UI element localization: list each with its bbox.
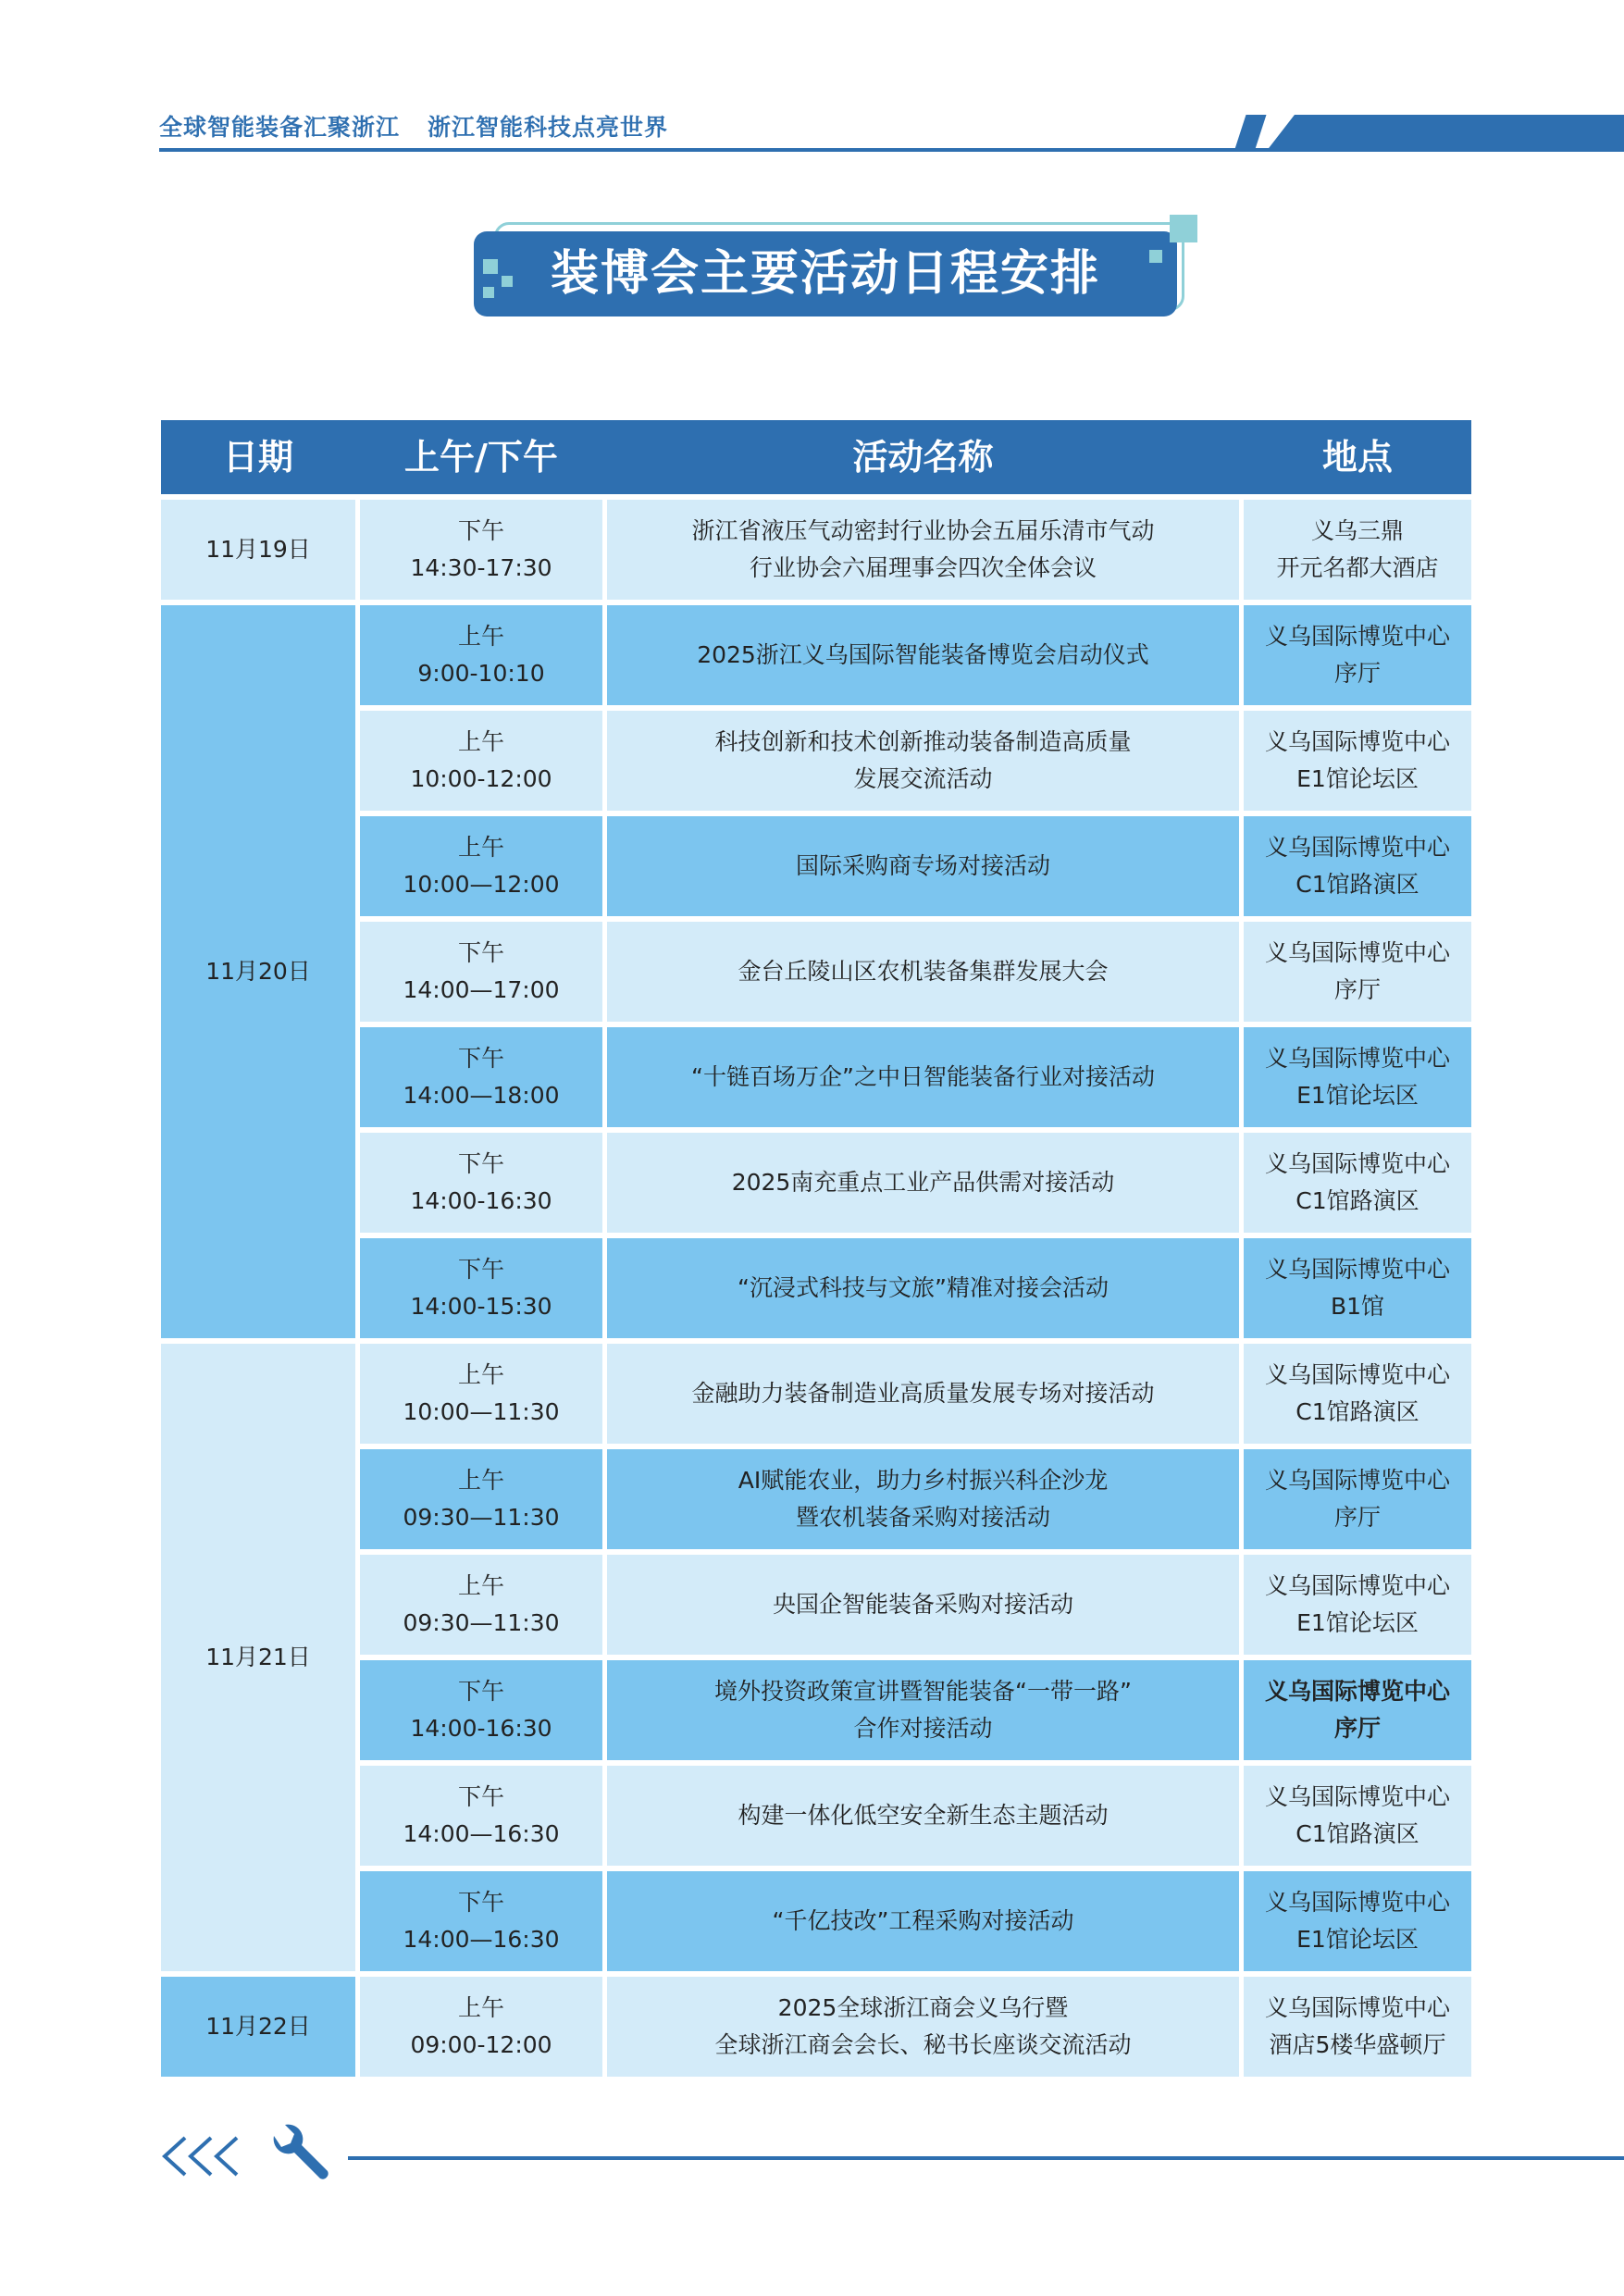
- venue-line: 义乌国际博览中心: [1264, 1994, 1450, 2021]
- time-range: 10:00—11:30: [403, 1398, 560, 1425]
- time-range: 09:00-12:00: [410, 2031, 552, 2058]
- activity-cell: [607, 1449, 1239, 1549]
- activity-line: AI赋能农业，助力乡村振兴科企沙龙: [738, 1467, 1109, 1494]
- activity-cell: [607, 1027, 1239, 1127]
- time-range: 14:00-16:30: [410, 1715, 552, 1742]
- period-label: 下午: [457, 1783, 504, 1810]
- time-range: 9:00-10:10: [417, 660, 545, 687]
- header-slogan-right: 浙江智能科技点亮世界: [428, 114, 669, 141]
- time-cell: [360, 1766, 602, 1866]
- activity-line: 合作对接活动: [853, 1715, 993, 1742]
- venue-line: 义乌国际博览中心: [1264, 1361, 1450, 1388]
- time-range: 14:00—16:30: [403, 1926, 560, 1953]
- activity-line: 2025浙江义乌国际智能装备博览会启动仪式: [697, 641, 1149, 668]
- venue-cell: [1244, 1449, 1471, 1549]
- time-range: 14:00—16:30: [403, 1820, 560, 1847]
- venue-cell: [1244, 500, 1471, 600]
- time-cell: [360, 1871, 602, 1971]
- time-cell: [360, 711, 602, 811]
- venue-line: 义乌国际博览中心: [1264, 1045, 1450, 1072]
- venue-line: 义乌国际博览中心: [1264, 1150, 1450, 1177]
- activity-cell: [607, 1871, 1239, 1971]
- venue-cell: [1244, 922, 1471, 1022]
- period-label: 上午: [457, 1994, 504, 2021]
- activity-line: “十链百场万企”之中日智能装备行业对接活动: [691, 1063, 1155, 1090]
- venue-cell: [1244, 1660, 1471, 1760]
- time-cell: [360, 1027, 602, 1127]
- time-cell: [360, 500, 602, 600]
- venue-line: E1馆论坛区: [1296, 1082, 1419, 1109]
- venue-cell: [1244, 816, 1471, 916]
- time-cell: [360, 1238, 602, 1338]
- activity-cell: [607, 1133, 1239, 1233]
- wrench-icon: [265, 2123, 331, 2190]
- venue-line: 序厅: [1333, 660, 1381, 687]
- venue-line: C1馆路演区: [1295, 1820, 1419, 1847]
- time-range: 09:30—11:30: [403, 1504, 560, 1531]
- activity-cell: [607, 922, 1239, 1022]
- decor-square: [483, 287, 494, 298]
- time-cell: [360, 1133, 602, 1233]
- decor-square: [483, 259, 498, 274]
- venue-cell: [1244, 1027, 1471, 1127]
- period-label: 上午: [457, 623, 504, 650]
- date-cell: 11月22日: [161, 1977, 355, 2077]
- venue-line: 义乌国际博览中心: [1264, 728, 1450, 755]
- venue-cell: [1244, 1555, 1471, 1655]
- venue-line: 义乌国际博览中心: [1264, 623, 1450, 650]
- activity-cell: [607, 1555, 1239, 1655]
- time-cell: [360, 1344, 602, 1444]
- time-range: 14:00-15:30: [410, 1293, 552, 1320]
- venue-line: 序厅: [1333, 1715, 1381, 1742]
- activity-cell: [607, 711, 1239, 811]
- activity-line: 行业协会六届理事会四次全体会议: [749, 554, 1097, 581]
- venue-cell: [1244, 711, 1471, 811]
- period-label: 下午: [457, 939, 504, 966]
- time-cell: [360, 922, 602, 1022]
- venue-line: 义乌国际博览中心: [1264, 1783, 1450, 1810]
- activity-cell: [607, 816, 1239, 916]
- time-range: 14:00-16:30: [410, 1187, 552, 1214]
- venue-line: 义乌国际博览中心: [1264, 1467, 1450, 1494]
- time-range: 09:30—11:30: [403, 1609, 560, 1636]
- venue-line: 开元名都大酒店: [1276, 554, 1439, 581]
- activity-line: 2025南充重点工业产品供需对接活动: [731, 1169, 1115, 1196]
- period-label: 上午: [457, 728, 504, 755]
- time-cell: [360, 1555, 602, 1655]
- period-label: 下午: [457, 1678, 504, 1705]
- column-header-venue: 地点: [1321, 437, 1393, 478]
- date-cell: 11月19日: [161, 500, 355, 600]
- period-label: 上午: [457, 1467, 504, 1494]
- decor-square: [1149, 250, 1162, 263]
- date-cell: 11月21日: [161, 1344, 355, 1971]
- time-cell: [360, 1449, 602, 1549]
- activity-cell: [607, 1977, 1239, 2077]
- title-banner: [474, 222, 1177, 315]
- activity-line: 2025全球浙江商会义乌行暨: [777, 1994, 1069, 2021]
- activity-line: 科技创新和技术创新推动装备制造高质量: [714, 728, 1132, 755]
- footer-rule: [348, 2156, 1624, 2160]
- decor-square: [502, 276, 513, 287]
- activity-cell: [607, 1238, 1239, 1338]
- date-cell: 11月20日: [161, 605, 355, 1338]
- table-header: [161, 420, 1471, 494]
- venue-cell: [1244, 1133, 1471, 1233]
- header-rule: [159, 148, 1624, 152]
- time-cell: [360, 1977, 602, 2077]
- activity-line: 发展交流活动: [853, 765, 993, 792]
- venue-line: 义乌国际博览中心: [1264, 1889, 1450, 1916]
- activity-cell: [607, 1344, 1239, 1444]
- activity-line: 境外投资政策宣讲暨智能装备“一带一路”: [714, 1678, 1132, 1705]
- time-range: 14:30-17:30: [410, 554, 552, 581]
- decor-square: [1170, 215, 1197, 242]
- venue-line: 义乌国际博览中心: [1264, 1678, 1450, 1705]
- time-range: 14:00—17:00: [403, 976, 560, 1003]
- activity-line: 金融助力装备制造业高质量发展专场对接活动: [691, 1380, 1155, 1407]
- time-cell: [360, 816, 602, 916]
- time-range: 14:00—18:00: [403, 1082, 560, 1109]
- venue-line: 序厅: [1333, 1504, 1381, 1531]
- activity-line: 国际采购商专场对接活动: [795, 852, 1050, 879]
- venue-line: 义乌国际博览中心: [1264, 1256, 1450, 1283]
- activity-cell: [607, 1766, 1239, 1866]
- activity-cell: [607, 1660, 1239, 1760]
- period-label: 下午: [457, 1889, 504, 1916]
- period-label: 下午: [457, 1150, 504, 1177]
- header-accent-slash: [1234, 115, 1267, 152]
- time-cell: [360, 1660, 602, 1760]
- activity-cell: [607, 500, 1239, 600]
- period-label: 下午: [457, 517, 504, 544]
- chevrons-left-icon: [157, 2134, 241, 2178]
- activity-line: “千亿技改”工程采购对接活动: [772, 1907, 1074, 1934]
- activity-line: 浙江省液压气动密封行业协会五届乐清市气动: [691, 517, 1155, 544]
- venue-cell: [1244, 1977, 1471, 2077]
- time-range: 10:00—12:00: [403, 871, 560, 898]
- venue-line: C1馆路演区: [1295, 1398, 1419, 1425]
- venue-line: 序厅: [1333, 976, 1381, 1003]
- venue-cell: [1244, 1238, 1471, 1338]
- activity-line: 全球浙江商会会长、秘书长座谈交流活动: [714, 2031, 1132, 2058]
- column-header-period: 上午/下午: [404, 437, 558, 478]
- venue-line: E1馆论坛区: [1296, 765, 1419, 792]
- period-label: 下午: [457, 1045, 504, 1072]
- venue-line: B1馆: [1330, 1293, 1385, 1320]
- period-label: 上午: [457, 1361, 504, 1388]
- venue-line: E1馆论坛区: [1296, 1609, 1419, 1636]
- time-cell: [360, 605, 602, 705]
- venue-line: C1馆路演区: [1295, 871, 1419, 898]
- header-accent-bar: [1266, 115, 1624, 152]
- venue-line: 酒店5楼华盛顿厅: [1269, 2031, 1446, 2058]
- time-range: 10:00-12:00: [410, 765, 552, 792]
- period-label: 上午: [457, 1572, 504, 1599]
- venue-cell: [1244, 1871, 1471, 1971]
- column-header-activity: 活动名称: [852, 437, 994, 478]
- period-label: 下午: [457, 1256, 504, 1283]
- activity-line: 暨农机装备采购对接活动: [795, 1504, 1050, 1531]
- activity-line: “沉浸式科技与文旅”精准对接会活动: [738, 1274, 1109, 1301]
- header-slogan: [159, 109, 668, 143]
- venue-line: 义乌国际博览中心: [1264, 1572, 1450, 1599]
- venue-line: 义乌国际博览中心: [1264, 834, 1450, 861]
- activity-line: 金台丘陵山区农机装备集群发展大会: [738, 958, 1109, 985]
- venue-cell: [1244, 1766, 1471, 1866]
- page-title: 装博会主要活动日程安排: [550, 246, 1100, 302]
- venue-line: C1馆路演区: [1295, 1187, 1419, 1214]
- venue-cell: [1244, 605, 1471, 705]
- activity-line: 构建一体化低空安全新生态主题活动: [738, 1802, 1109, 1829]
- venue-line: 义乌国际博览中心: [1264, 939, 1450, 966]
- period-label: 上午: [457, 834, 504, 861]
- activity-line: 央国企智能装备采购对接活动: [772, 1591, 1073, 1618]
- venue-cell: [1244, 1344, 1471, 1444]
- venue-line: 义乌三鼎: [1310, 517, 1404, 544]
- activity-cell: [607, 605, 1239, 705]
- column-header-date: 日期: [222, 437, 293, 478]
- venue-line: E1馆论坛区: [1296, 1926, 1419, 1953]
- header-slogan-left: 全球智能装备汇聚浙江: [159, 114, 401, 141]
